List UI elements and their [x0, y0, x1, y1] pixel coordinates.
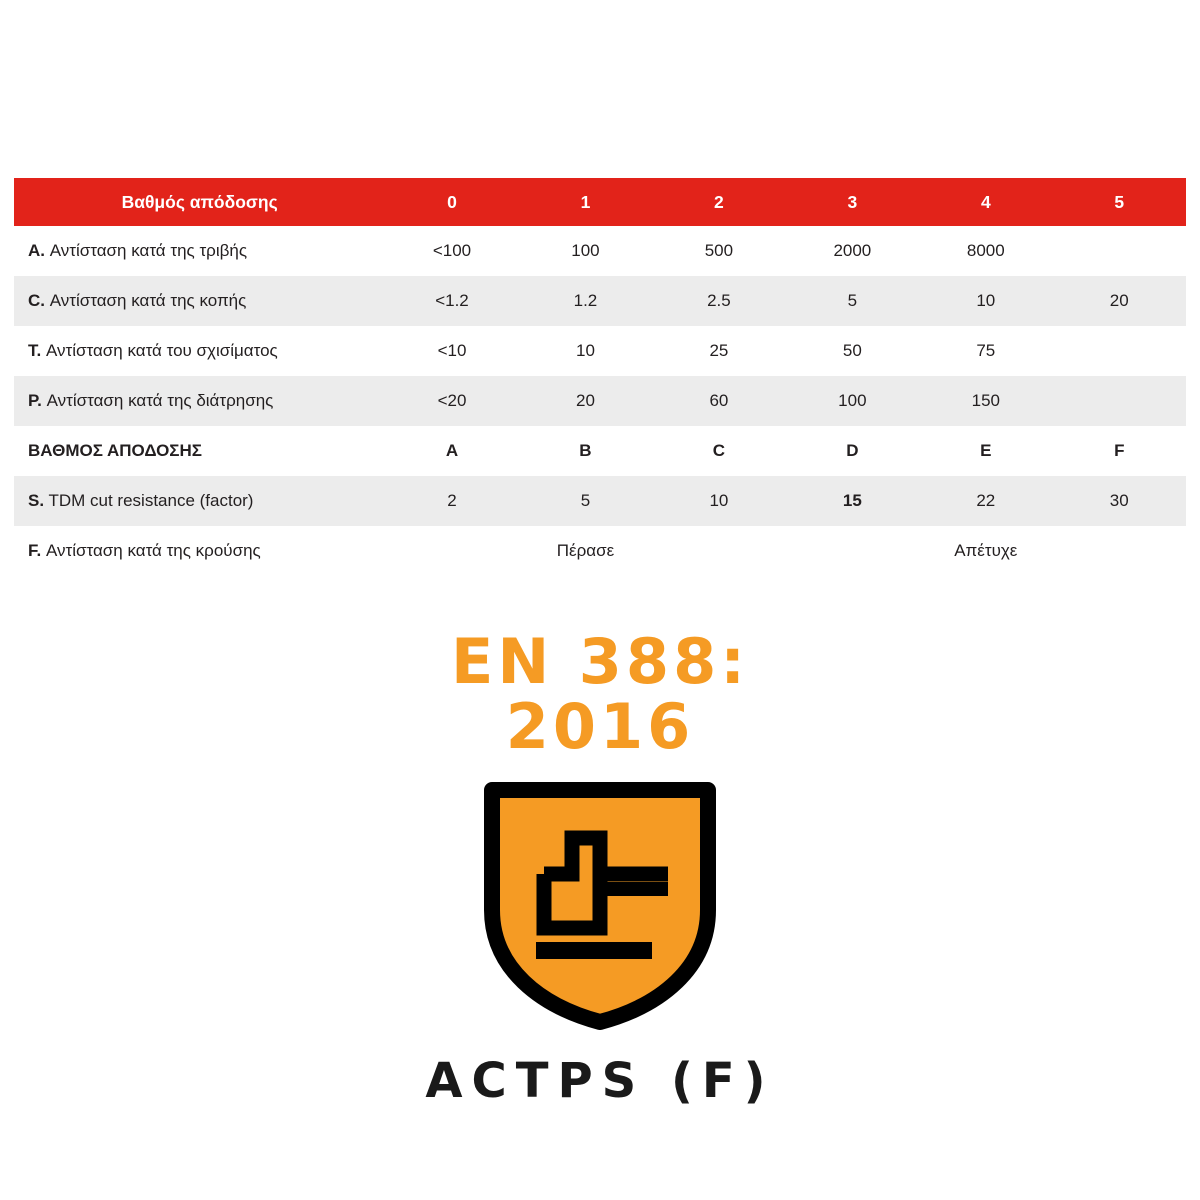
row-label-tear	[14, 326, 385, 376]
row-label-abrasion	[14, 226, 385, 276]
cell-cut-4: 10	[919, 276, 1052, 326]
cell-abrasion-5	[1053, 226, 1186, 276]
cell-abrasion-4: 8000	[919, 226, 1052, 276]
row-text: Αντίσταση κατά της τριβής	[45, 241, 248, 260]
cell-tear-5	[1053, 326, 1186, 376]
cell-tdm-5: 30	[1053, 476, 1186, 526]
row-prefix: S.	[28, 491, 45, 510]
row-prefix: F.	[28, 541, 42, 560]
cell-tdm-4: 22	[919, 476, 1052, 526]
cell-tear-2: 25	[652, 326, 785, 376]
cell-abrasion-2: 500	[652, 226, 785, 276]
cell-grade-3: D	[786, 426, 919, 476]
header-level-4: 4	[919, 178, 1052, 226]
cell-grade-1: B	[519, 426, 652, 476]
hand-icon-base	[536, 942, 652, 959]
en388-performance-table	[14, 178, 1186, 576]
header-level-5: 5	[1053, 178, 1186, 226]
row-prefix: T.	[28, 341, 42, 360]
header-performance-level: Βαθμός απόδοσης	[14, 178, 385, 226]
row-text: Αντίσταση κατά της διάτρησης	[41, 391, 274, 410]
cell-grade-2: C	[652, 426, 785, 476]
standard-title	[0, 625, 1200, 764]
shield-graphic	[480, 782, 720, 1035]
header-level-3: 3	[786, 178, 919, 226]
header-level-1: 1	[519, 178, 652, 226]
table-row	[14, 376, 1186, 426]
table-row	[14, 276, 1186, 326]
row-text: TDM cut resistance (factor)	[44, 491, 254, 510]
cell-puncture-4: 150	[919, 376, 1052, 426]
protection-code: ACTPS (F)	[425, 1053, 775, 1110]
row-label-performance-grade	[14, 426, 385, 476]
cell-puncture-3: 100	[786, 376, 919, 426]
row-text: Αντίσταση κατά της κοπής	[45, 291, 247, 310]
shield-icon	[480, 782, 720, 1030]
cell-abrasion-1: 100	[519, 226, 652, 276]
table-header	[14, 178, 1186, 226]
cell-tear-0: <10	[385, 326, 518, 376]
cell-tdm-2: 10	[652, 476, 785, 526]
cell-impact-fail: Απέτυχε	[786, 526, 1186, 576]
standard-line-2: 2016	[505, 690, 695, 764]
en388-pictogram	[0, 625, 1200, 1110]
header-level-2: 2	[652, 178, 785, 226]
cell-cut-2: 2.5	[652, 276, 785, 326]
row-label-tdm	[14, 476, 385, 526]
header-level-0: 0	[385, 178, 518, 226]
cell-abrasion-3: 2000	[786, 226, 919, 276]
table-header-row	[14, 178, 1186, 226]
row-text: Αντίσταση κατά της κρούσης	[41, 541, 261, 560]
cell-grade-0: A	[385, 426, 518, 476]
cell-puncture-5	[1053, 376, 1186, 426]
cell-puncture-2: 60	[652, 376, 785, 426]
table-row-impact	[14, 526, 1186, 576]
cell-tear-1: 10	[519, 326, 652, 376]
cell-cut-3: 5	[786, 276, 919, 326]
table-row	[14, 226, 1186, 276]
en388-table-container	[14, 178, 1186, 576]
cell-tdm-0: 2	[385, 476, 518, 526]
cell-cut-1: 1.2	[519, 276, 652, 326]
cell-cut-0: <1.2	[385, 276, 518, 326]
row-label-puncture	[14, 376, 385, 426]
cell-tdm-3: 15	[786, 476, 919, 526]
hand-icon-bar	[600, 882, 668, 896]
table-row	[14, 476, 1186, 526]
table-row	[14, 426, 1186, 476]
row-label-cut	[14, 276, 385, 326]
cell-tdm-1: 5	[519, 476, 652, 526]
row-text: Αντίσταση κατά του σχισίματος	[41, 341, 278, 360]
standard-line-1: EN 388:	[450, 625, 750, 698]
cell-grade-4: E	[919, 426, 1052, 476]
row-prefix: ΒΑΘΜΟΣ ΑΠΟΔΟΣΗΣ	[28, 441, 202, 460]
row-prefix: A.	[28, 241, 45, 260]
table-body	[14, 226, 1186, 576]
table-row	[14, 326, 1186, 376]
cell-tear-4: 75	[919, 326, 1052, 376]
cell-puncture-0: <20	[385, 376, 518, 426]
cell-abrasion-0: <100	[385, 226, 518, 276]
cell-tear-3: 50	[786, 326, 919, 376]
cell-puncture-1: 20	[519, 376, 652, 426]
cell-cut-5: 20	[1053, 276, 1186, 326]
row-prefix: C.	[28, 291, 45, 310]
cell-impact-pass: Πέρασε	[385, 526, 785, 576]
cell-grade-5: F	[1053, 426, 1186, 476]
row-prefix: P.	[28, 391, 42, 410]
row-label-impact	[14, 526, 385, 576]
